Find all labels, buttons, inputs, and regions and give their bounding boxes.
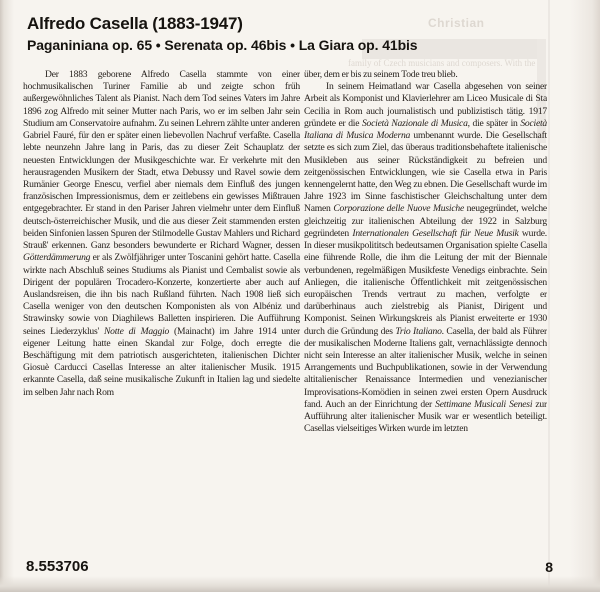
page-edge-shadow-bottom: [0, 576, 600, 592]
right-text-column: [304, 69, 547, 560]
left-text-column: [23, 69, 300, 560]
paragraph: In seinem Heimatland war Casella abgesehen von seiner Arbeit als Komponist und Klavierlehrer am Liceo Musicale di Sta Cecilia in Rom auch journalistisch und publizistisch tätig. 1917 gründete er die Società Nazionale di Musica, die später in Società Italiana di Musica Moderna umbenannt wurde. Die Gesellschaft setzte es sich zum Ziel, das überaus traditionsbehaftete italienische Musikleben aus seiner Rückständigkeit zu befreien und zeitgenössischen Entwicklungen, wie sie Casella etwa in Paris kennengelernt hatte, den Weg zu ebnen. Die Gesellschaft wurde im Jahre 1923 im Sinne faschistischer Gleichschaltung unter dem Namen Corporazione delle Nuove Musiche neugegründet, welche gleichzeitig zur italienischen Abteilung der 1922 in Salzburg gegründeten Internationalen Gesellschaft für Neue Musik wurde. In dieser musikpolititsch bedeutsamen Organisation spielte Casella eine führende Rolle, die ihm die Leitung der mit der Biennale verbundenen, regelmäßigen Musikfeste Venedigs einbrachte. Sein Anliegen, die italienische Öffentlichkeit mit zeitgenössischen europäischen Trends vertraut zu machen, verfolgte er darüberhinaus auch zielstrebig als Pianist, Dirigent und Komponist. Seinen Wirkungskreis als Pianist erweiterte er 1930 durch die Gründung des Trio Italiano. Casella, der bald als Führer der musikalischen Moderne Italiens galt, vernachlässigte dennoch nicht sein Interesse an alter italienischer Musik, welche in seinen Arrangements und Buchpublikationen, sowie in der Verwendung altitalienischer Renaissance Intermedien und venezianischer Improvisations-Komödien in seinen zwei ersten Opern Ausdruck fand. Auch an der Einrichtung der Settimane Musicali Senesi zur Aufführung alter italienischer Musik war er wesentlich beteiligt. Casellas vielseitiges Wirken wurde im letzten: [304, 81, 547, 435]
catalog-number: 8.553706: [26, 558, 89, 575]
composer-title: Alfredo Casella (1883-1947): [27, 14, 243, 33]
page-edge-shadow-right: [570, 0, 600, 592]
paragraph: über, dem er bis zu seinem Tode treu blieb.: [304, 69, 458, 80]
page-header: [27, 13, 567, 54]
page-number: 8: [545, 559, 553, 575]
paragraph: Der 1883 geborene Alfredo Casella stammte von einer hochmusikalischen Turiner Familie ab und zeigte schon früh außergewöhnliches Talent als Pianist. Nach dem Tod seines Vaters im Jahre 1896 zog Alfredo mit seiner Mutter nach Paris, wo er im selben Jahr sein Studium am Conservatoire aufnahm. Zu seinen Lehrern zählte unter anderen Gabriel Fauré, für den er später einen liebevollen Nachruf verfaßte. Casella lebte neunzehn Jahre lang in Paris, das zu dieser Zeit Schauplatz der neuesten Entwicklungen der Musikgeschichte war. Er verkehrte mit den herausragenden Musikern der Stadt, etwa Debussy und Ravel sowie dem Rumänier George Enescu, verfiel aber niemals dem Einfluß des jungen französischen Impressionismus, dem er zeitlebens ein gewisses Mißtrauen entgegebrachter. Er stand in den Pariser Jahren vielmehr unter dem Einfluß deutsch-österreichischer Musik, und die aus dieser Zeit stammenden ersten beiden Sinfonien lassen Spuren der Stilmodelle Gustav Mahlers und Richard Strauß' erkennen. Ganz besonders bewunderte er Richard Wagner, dessen Götterdämmerung er als Zwölfjähriger unter Toscanini gehört hatte. Casella wirkte nach Abschluß seines Studiums als Pianist und Cembalist sowie als Dirigent der populären Trocadero-Konzerte, konzertierte aber auch auf Auslandsreisen, die ihn bis nach Rußland führten. Nach 1908 ließ sich Casella weniger von den deutschen Komponisten als von Albéniz und Strawinsky sowie von Diaghilews Balletten inspirieren. Die Aufführung seines Liederzyklus' Notte di Maggio (Mainacht) im Jahre 1914 unter eigener Leitung hatte einen Skandal zur Folge, doch erregte die Beschäftigung mit dem patriotisch ausgerichteten, italienischen Dichter Giosuè Carducci Casellas Interesse an alter italienischer Musik. 1915 erkannte Casella, daß seine musikalische Zukunft in Italien lag und siedelte im selben Jahr nach Rom: [23, 69, 300, 398]
page-crease: [548, 0, 550, 592]
works-subtitle: Paganiniana op. 65 • Serenata op. 46bis • La Giara op. 41bis: [27, 37, 418, 53]
showthrough-body-text: family of Czech musicians and composers. With the: [348, 58, 536, 68]
page-edge-shadow-left: [0, 0, 14, 592]
showthrough-heading-text: Christian: [428, 16, 485, 30]
